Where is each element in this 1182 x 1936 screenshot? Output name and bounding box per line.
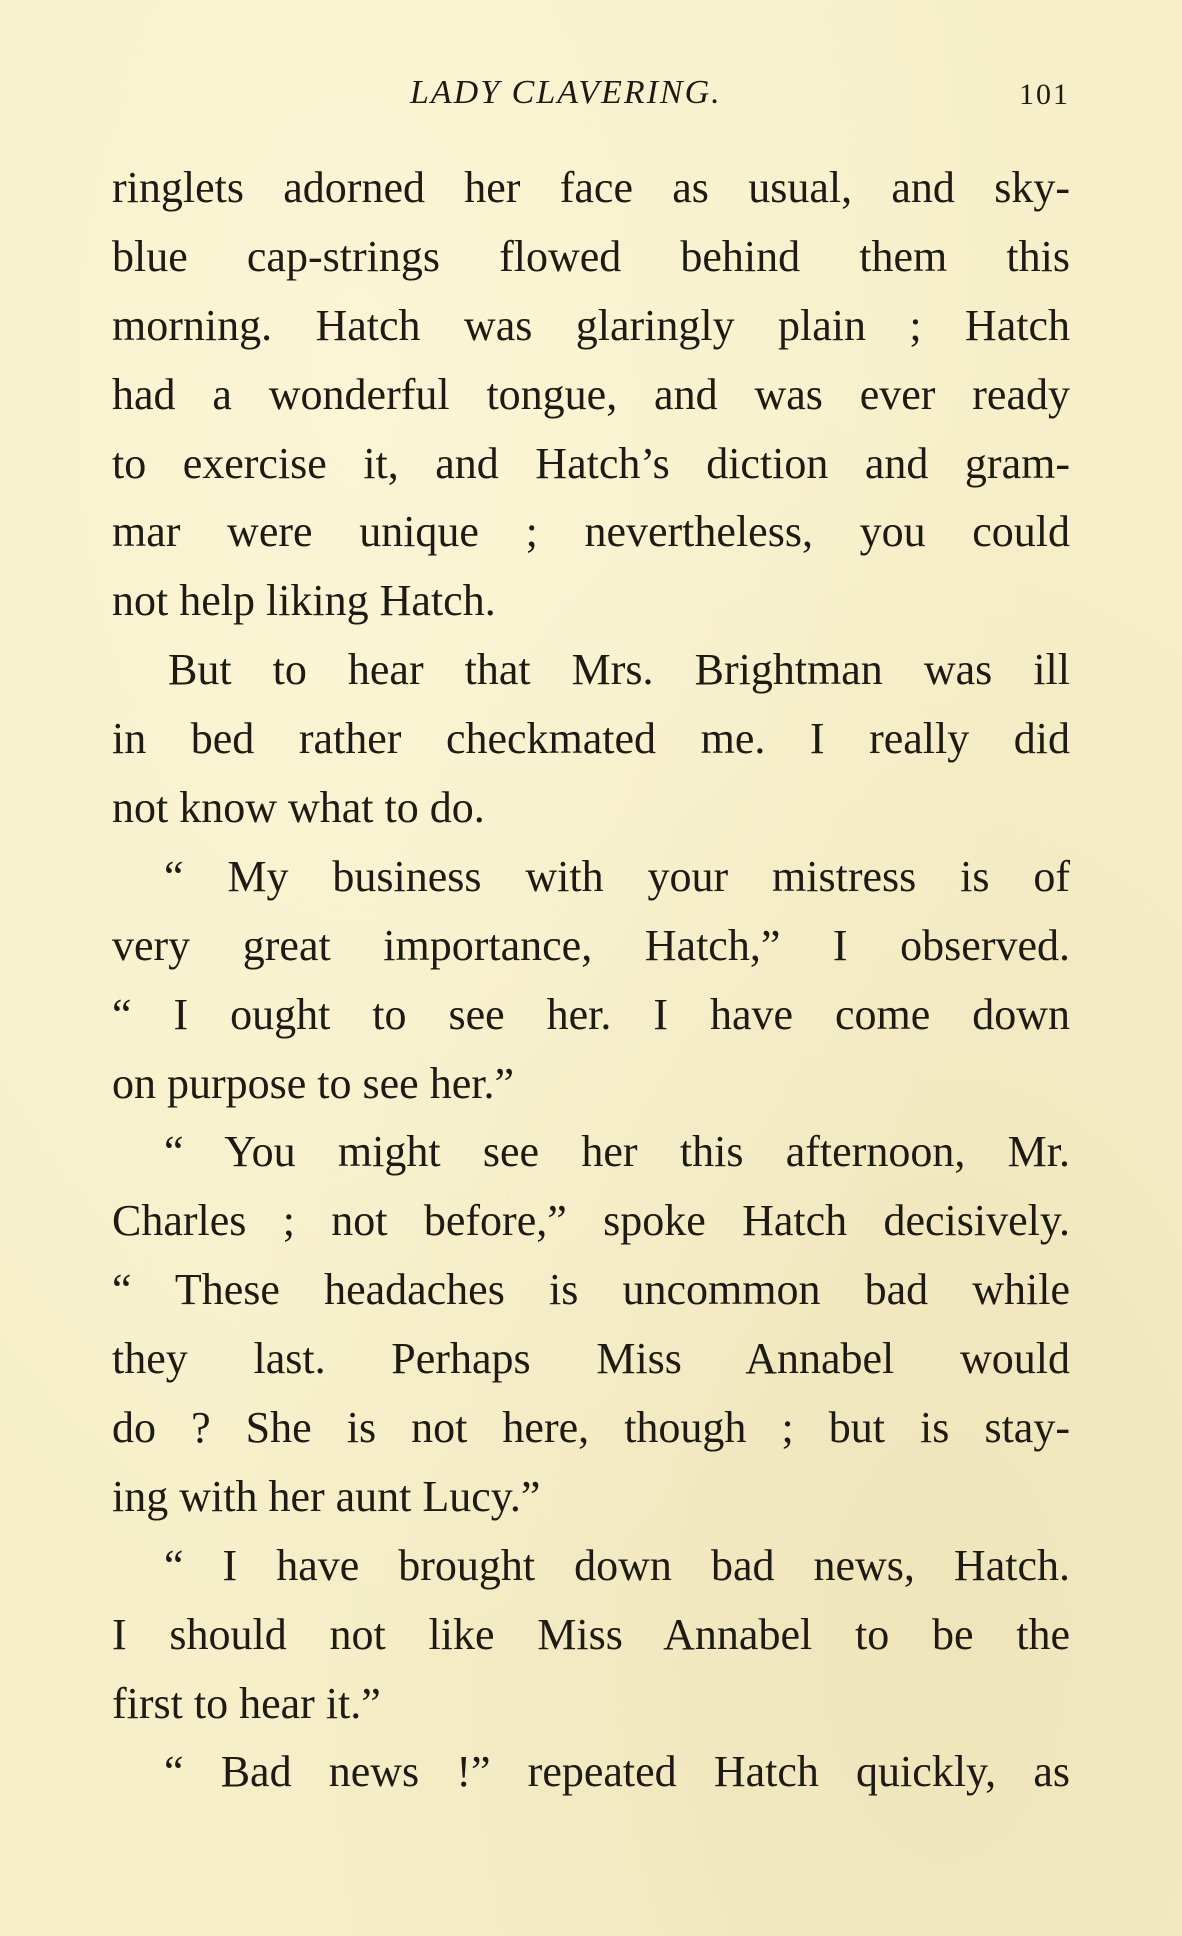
text-line: very great importance, Hatch,” I observed. <box>112 920 1070 970</box>
text-line: “ I ought to see her. I have come down <box>112 989 1070 1039</box>
paragraph-4 <box>112 1118 1070 1531</box>
text-line: “ Bad news !” repeated Hatch quickly, as <box>164 1747 1070 1797</box>
text-line: ringlets adorned her face as usual, and sky- <box>112 163 1070 212</box>
paragraph-3 <box>112 843 1070 1119</box>
text-line: But to hear that Mrs. Brightman was ill <box>168 645 1070 695</box>
paragraph-5 <box>112 1532 1070 1739</box>
page-number: 101 <box>1019 78 1070 111</box>
text-line: ing with her aunt Lucy.” <box>112 1471 541 1521</box>
text-line: morning. Hatch was glaringly plain ; Hatch <box>112 300 1070 350</box>
text-line: do ? She is not here, though ; but is stay- <box>112 1403 1070 1453</box>
text-line: in bed rather checkmated me. I really did <box>112 714 1070 764</box>
paragraph-6 <box>112 1738 1070 1807</box>
text-line: not help liking Hatch. <box>112 576 496 626</box>
text-line: “ You might see her this afternoon, Mr. <box>164 1127 1070 1177</box>
text-line: had a wonderful tongue, and was ever ready <box>112 369 1070 419</box>
text-line: mar were unique ; nevertheless, you could <box>112 507 1070 557</box>
text-line: they last. Perhaps Miss Annabel would <box>112 1334 1070 1384</box>
text-line: to exercise it, and Hatch’s diction and gram- <box>112 438 1070 488</box>
paragraph-1 <box>112 154 1070 636</box>
text-line: I should not like Miss Annabel to be the <box>112 1609 1070 1659</box>
running-title: LADY CLAVERING. <box>410 74 722 111</box>
body-text <box>112 154 1070 1807</box>
running-head <box>110 68 1070 118</box>
text-line: “ My business with your mistress is of <box>164 851 1070 901</box>
paragraph-2 <box>112 636 1070 843</box>
text-line: blue cap-strings flowed behind them this <box>112 231 1070 281</box>
text-line: on purpose to see her.” <box>112 1058 514 1108</box>
text-line: Charles ; not before,” spoke Hatch decisively. <box>112 1196 1070 1246</box>
text-line: not know what to do. <box>112 783 485 833</box>
text-line: first to hear it.” <box>112 1678 381 1728</box>
text-line: “ I have brought down bad news, Hatch. <box>164 1540 1070 1590</box>
text-line: “ These headaches is uncommon bad while <box>112 1265 1070 1315</box>
